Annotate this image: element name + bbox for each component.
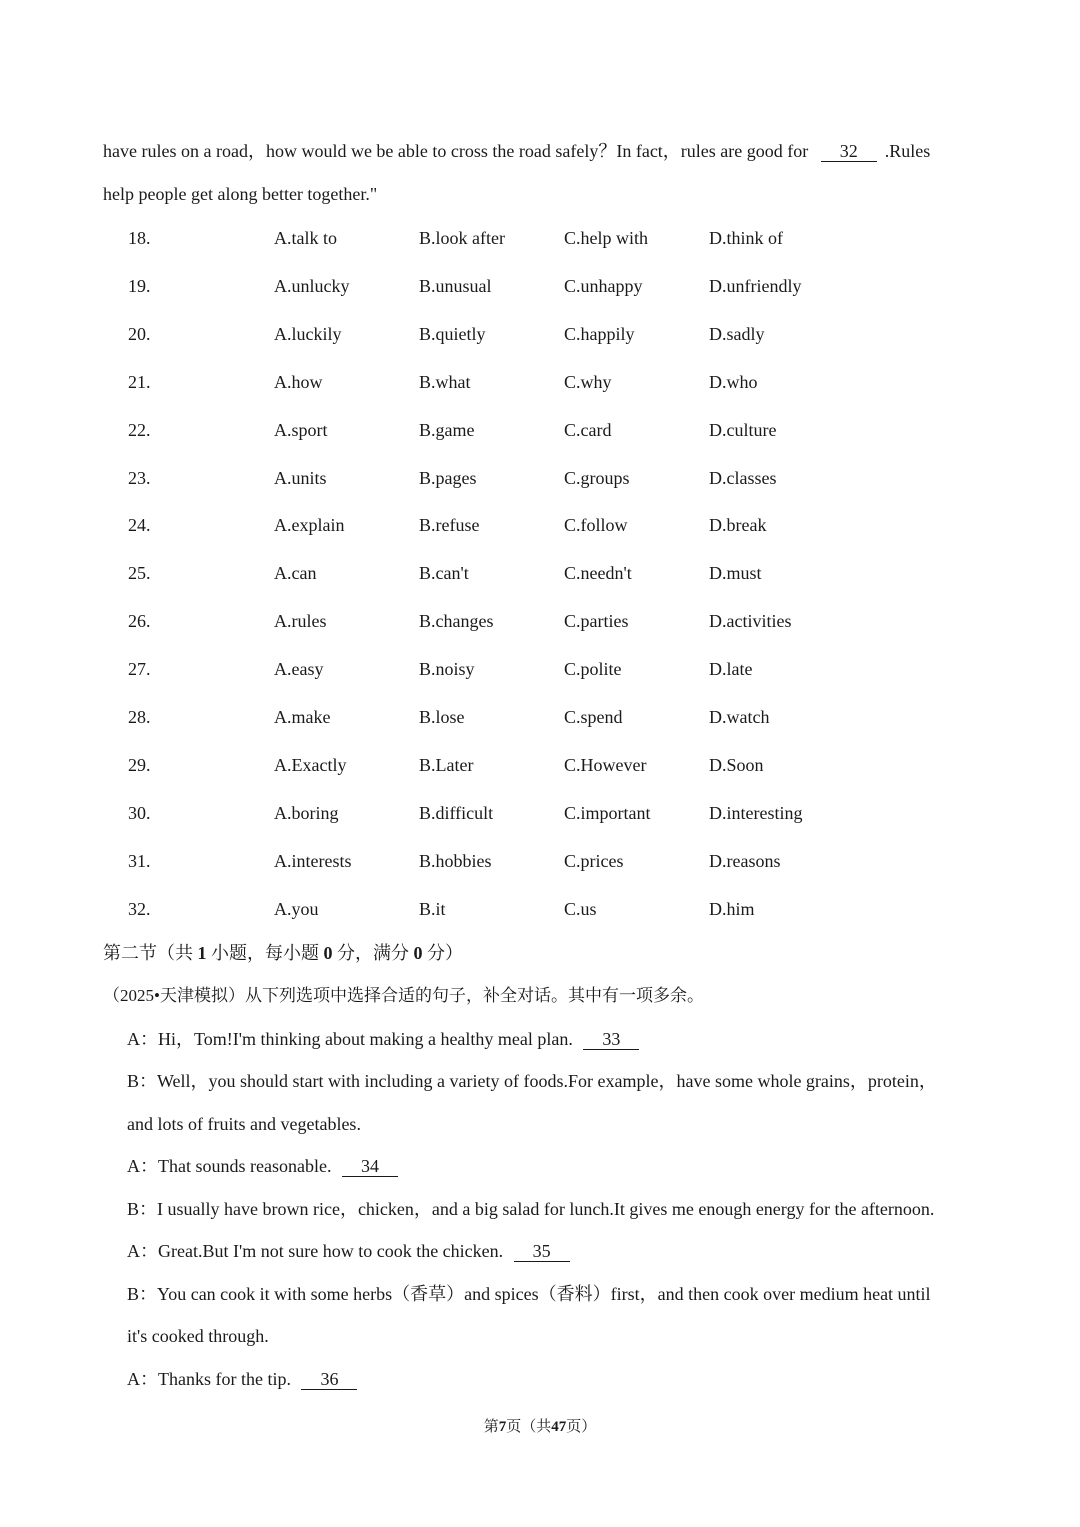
option-c: C.card (564, 420, 612, 440)
option-c: C.groups (564, 468, 630, 488)
page-number: 7 (498, 1419, 507, 1435)
option-d: D.classes (709, 468, 777, 488)
dialogue-line (127, 1367, 359, 1391)
option-c: C.follow (564, 515, 628, 535)
question-number: 21. (128, 372, 151, 392)
answer-blank-35: 35 (514, 1241, 570, 1262)
answer-blank-32: 32 (821, 141, 877, 162)
option-a: A.sport (274, 420, 328, 440)
footer-text: 页（共 (506, 1419, 552, 1435)
option-a: A.interests (274, 851, 352, 871)
section-heading-text: 小题，每小题 (211, 943, 319, 963)
option-c: C.needn't (564, 563, 632, 583)
question-number: 30. (128, 803, 151, 823)
dialogue-line: and lots of fruits and vegetables. (127, 1114, 361, 1134)
option-row (0, 849, 1080, 873)
dialogue-line: it's cooked through. (127, 1326, 269, 1346)
option-a: A.you (274, 899, 319, 919)
option-b: B.it (419, 899, 446, 919)
option-a: A.unlucky (274, 276, 350, 296)
option-d: D.think of (709, 228, 783, 248)
footer-text: 页） (566, 1419, 597, 1435)
option-d: D.culture (709, 420, 777, 440)
option-row (0, 705, 1080, 729)
page-footer (0, 1416, 1080, 1438)
option-row (0, 226, 1080, 250)
option-a: A.explain (274, 515, 345, 535)
option-a: A.boring (274, 803, 339, 823)
option-d: D.Soon (709, 755, 764, 775)
question-number: 31. (128, 851, 151, 871)
option-row (0, 513, 1080, 537)
option-b: B.hobbies (419, 851, 492, 871)
option-row (0, 609, 1080, 633)
option-c: C.parties (564, 611, 629, 631)
option-d: D.who (709, 372, 758, 392)
option-c: C.us (564, 899, 597, 919)
option-d: D.late (709, 659, 753, 679)
option-row (0, 657, 1080, 681)
section-instruction: （2025•天津模拟）从下列选项中选择合适的句子，补全对话。其中有一项多余。 (103, 986, 704, 1005)
option-b: B.pages (419, 468, 477, 488)
question-number: 25. (128, 563, 151, 583)
passage-text: .Rules (884, 141, 931, 161)
option-c: C.why (564, 372, 612, 392)
dialogue-line: B：Well，you should start with including a variety of foods.For example，have some whole grains，protein， (127, 1071, 937, 1091)
option-b: B.lose (419, 707, 465, 727)
answer-blank-33: 33 (583, 1029, 639, 1050)
option-c: C.spend (564, 707, 623, 727)
dialogue-line: B：You can cook it with some herbs（香草）and spices（香料）first，and then cook over medium heat until (127, 1284, 931, 1304)
option-a: A.talk to (274, 228, 337, 248)
question-number: 32. (128, 899, 151, 919)
option-d: D.watch (709, 707, 770, 727)
section-heading (103, 941, 463, 965)
question-number: 22. (128, 420, 151, 440)
option-row (0, 466, 1080, 490)
option-a: A.Exactly (274, 755, 347, 775)
question-number: 27. (128, 659, 151, 679)
option-a: A.can (274, 563, 317, 583)
question-number: 19. (128, 276, 151, 296)
dialogue-text: A：Thanks for the tip. (127, 1369, 291, 1389)
dialogue-line (127, 1239, 572, 1263)
option-d: D.must (709, 563, 762, 583)
option-c: C.important (564, 803, 651, 823)
option-d: D.break (709, 515, 767, 535)
dialogue-text: A：Great.But I'm not sure how to cook the chicken. (127, 1241, 504, 1261)
section-heading-text: 分，满分 (337, 943, 409, 963)
passage-line-1 (103, 139, 930, 163)
option-b: B.unusual (419, 276, 492, 296)
section-heading-text: 分） (427, 943, 463, 963)
option-c: C.unhappy (564, 276, 643, 296)
option-c: C.help with (564, 228, 648, 248)
option-row (0, 418, 1080, 442)
option-a: A.luckily (274, 324, 342, 344)
option-b: B.what (419, 372, 471, 392)
option-b: B.can't (419, 563, 469, 583)
question-number: 18. (128, 228, 151, 248)
question-number: 23. (128, 468, 151, 488)
option-a: A.easy (274, 659, 324, 679)
option-d: D.activities (709, 611, 792, 631)
section-heading-text: 第二节（共 (103, 943, 193, 963)
dialogue-line (127, 1154, 400, 1178)
option-row (0, 801, 1080, 825)
passage-line-2: help people get along better together." (103, 184, 378, 204)
total-pages: 47 (551, 1419, 567, 1435)
dialogue-text: A：That sounds reasonable. (127, 1156, 332, 1176)
option-d: D.him (709, 899, 755, 919)
question-count: 1 (197, 943, 207, 963)
option-a: A.how (274, 372, 323, 392)
option-a: A.units (274, 468, 327, 488)
option-c: C.prices (564, 851, 624, 871)
question-number: 20. (128, 324, 151, 344)
option-b: B.Later (419, 755, 474, 775)
option-b: B.quietly (419, 324, 486, 344)
answer-blank-36: 36 (301, 1369, 357, 1390)
option-d: D.reasons (709, 851, 781, 871)
option-b: B.refuse (419, 515, 480, 535)
option-d: D.unfriendly (709, 276, 802, 296)
option-c: C.happily (564, 324, 635, 344)
option-d: D.sadly (709, 324, 765, 344)
dialogue-line: B：I usually have brown rice，chicken，and a big salad for lunch.It gives me enough energy for the afternoon. (127, 1199, 935, 1219)
passage-text: have rules on a road，how would we be able to cross the road safely？In fact，rules are good for (103, 141, 809, 161)
option-c: C.However (564, 755, 647, 775)
points-per-question: 0 (323, 943, 333, 963)
dialogue-line (127, 1027, 641, 1051)
option-row (0, 561, 1080, 585)
option-row (0, 897, 1080, 921)
answer-blank-34: 34 (342, 1156, 398, 1177)
option-row (0, 753, 1080, 777)
option-b: B.look after (419, 228, 505, 248)
option-a: A.rules (274, 611, 327, 631)
question-number: 26. (128, 611, 151, 631)
option-row (0, 274, 1080, 298)
option-d: D.interesting (709, 803, 803, 823)
question-number: 29. (128, 755, 151, 775)
footer-text: 第 (483, 1419, 499, 1435)
option-b: B.changes (419, 611, 494, 631)
option-b: B.difficult (419, 803, 494, 823)
option-b: B.noisy (419, 659, 475, 679)
total-points: 0 (413, 943, 423, 963)
option-a: A.make (274, 707, 331, 727)
option-c: C.polite (564, 659, 622, 679)
option-b: B.game (419, 420, 475, 440)
dialogue-text: A：Hi，Tom!I'm thinking about making a healthy meal plan. (127, 1029, 573, 1049)
question-number: 28. (128, 707, 151, 727)
option-row (0, 322, 1080, 346)
option-row (0, 370, 1080, 394)
question-number: 24. (128, 515, 151, 535)
